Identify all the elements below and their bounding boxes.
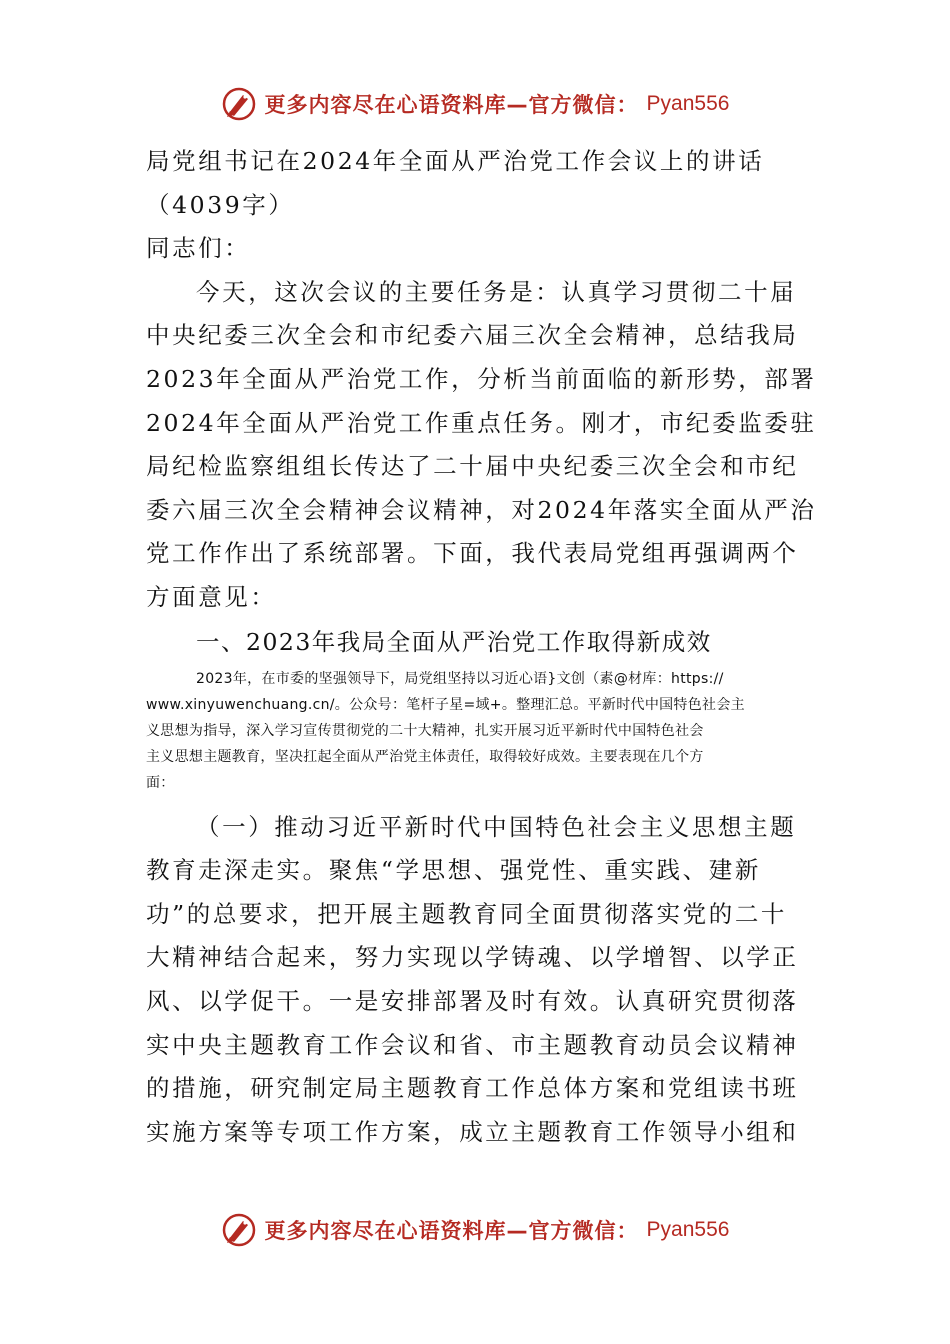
banner-text: 更多内容尽在心语资料库—官方微信：: [264, 93, 639, 117]
paragraph-line: 委六届三次全会精神会议精神，对2024年落实全面从严治: [146, 495, 817, 524]
paragraph-line: （一）推动习近平新时代中国特色社会主义思想主题: [196, 812, 797, 841]
summary-paragraph: [146, 666, 806, 796]
banner-wechat-id: Pyan556: [646, 1218, 730, 1241]
paragraph-line: 党工作作出了系统部署。下面，我代表局党组再强调两个: [146, 539, 799, 568]
paragraph-line: 2023年全面从严治党工作，分析当前面临的新形势，部署: [146, 364, 817, 393]
subsection-paragraph: [146, 806, 806, 1155]
paragraph-line: 今天，这次会议的主要任务是：认真学习贯彻二十届: [196, 277, 797, 306]
pen-nib-logo-icon: [221, 1212, 257, 1248]
paragraph-line: 教育走深走实。聚焦“学思想、强党性、重实践、建新: [146, 856, 761, 885]
paragraph-line: 义思想为指导，深入学习宣传贯彻党的二十大精神，扎实开展习近平新时代中国特色社会: [146, 722, 704, 739]
paragraph-line: 主义思想主题教育，坚决扛起全面从严治党主体责任，取得较好成效。主要表现在几个方: [146, 748, 704, 765]
paragraph-line: 功”的总要求，把开展主题教育同全面贯彻落实党的二十: [146, 899, 788, 928]
paragraph-line: 风、以学促干。一是安排部署及时有效。认真研究贯彻落: [146, 986, 799, 1015]
paragraph-line: 2023年，在市委的坚强领导下，局党组坚持以习近心语}文创（素@材库：https://: [196, 670, 724, 687]
paragraph-line: 大精神结合起来，努力实现以学铸魂、以学增智、以学正: [146, 943, 799, 972]
intro-paragraph: [146, 271, 817, 620]
footer-banner: [0, 1208, 950, 1252]
paragraph-line: www.xinyuwenchuang.cn/。公众号：笔杆子星=域+。整理汇总。平新时代中国特色社会主: [146, 696, 745, 713]
title-line: （4039字）: [146, 190, 295, 219]
banner-text: 更多内容尽在心语资料库—官方微信：: [264, 1219, 639, 1243]
paragraph-line: 的措施，研究制定局主题教育工作总体方案和党组读书班: [146, 1074, 799, 1103]
document-title: [146, 140, 806, 227]
banner-wechat-id: Pyan556: [646, 92, 730, 115]
title-line: 局党组书记在2024年全面从严治党工作会议上的讲话: [146, 147, 765, 175]
paragraph-line: 实中央主题教育工作会议和省、市主题教育动员会议精神: [146, 1030, 799, 1059]
pen-nib-logo-icon: [221, 86, 257, 122]
paragraph-line: 局纪检监察组组长传达了二十届中央纪委三次全会和市纪: [146, 452, 799, 481]
paragraph-line: 实施方案等专项工作方案，成立主题教育工作领导小组和: [146, 1117, 799, 1146]
paragraph-line: 2024年全面从严治党工作重点任务。刚才，市纪委监委驻: [146, 408, 817, 437]
document-body: [146, 140, 817, 1154]
salutation: 同志们：: [146, 234, 251, 263]
section-heading: 一、2023年我局全面从严治党工作取得新成效: [196, 627, 712, 656]
paragraph-line: 方面意见：: [146, 582, 277, 611]
paragraph-line: 中央纪委三次全会和市纪委六届三次全会精神，总结我局: [146, 321, 799, 350]
paragraph-line: 面：: [146, 774, 175, 791]
header-banner: [0, 82, 950, 126]
